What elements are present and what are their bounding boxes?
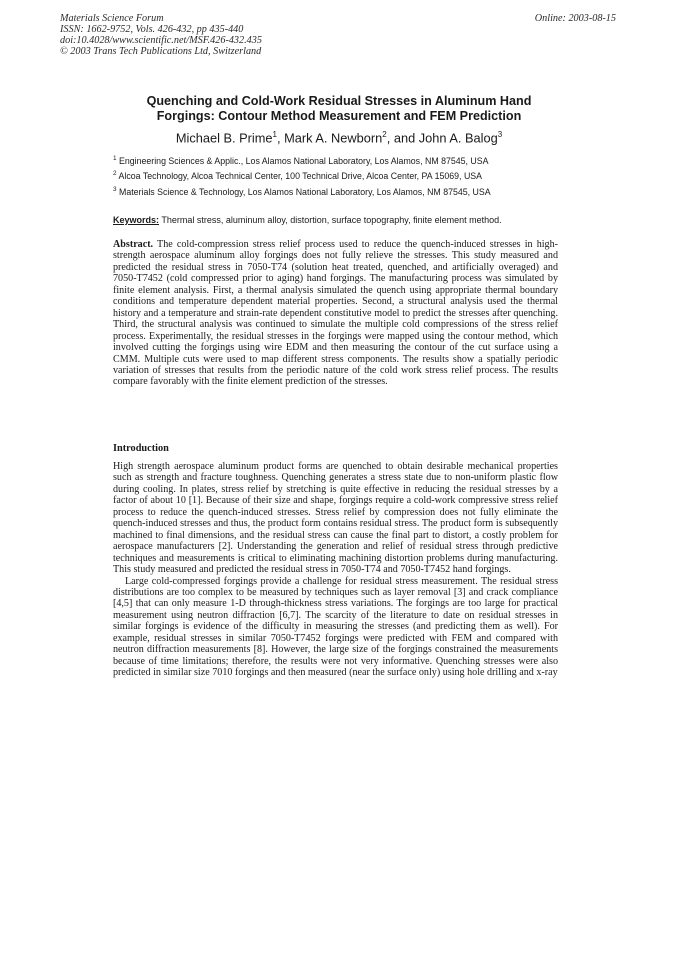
author-name: John A. Balog <box>418 130 498 146</box>
copyright-line: © 2003 Trans Tech Publications Ltd, Switzerland <box>60 46 262 57</box>
abstract <box>113 239 558 388</box>
paper-title <box>113 94 565 124</box>
affiliation <box>113 155 583 166</box>
author-name: Michael B. Prime <box>175 130 273 146</box>
author-name: Mark A. Newborn <box>284 130 383 146</box>
journal-name: Materials Science Forum <box>60 13 164 24</box>
author-affil-mark: 2 <box>382 130 387 139</box>
title-line-2: Forgings: Contour Method Measurement and FEM Prediction <box>156 109 522 123</box>
affiliation <box>113 186 583 197</box>
abstract-label: Abstract. <box>113 239 154 250</box>
affiliation-mark: 2 <box>113 170 117 177</box>
online-date: Online: 2003-08-15 <box>534 13 616 24</box>
abstract-text: The cold-compression stress relief process used to reduce the quench-induced stresses in high-strength aerospace aluminum alloy forgings does not fully relieve the stresses. This study measured and predicted the residual stress in 7050-T74 (solution heat treated, quenched, and artificially overaged) and 7050-T7452 (cold compressed prior to aging) hand forgings. The manufacturing process was simulated by finite element analysis. First, a thermal analysis simulated the quench using appropriate thermal boundary conditions and temperature dependent material properties. Second, a structural analysis used the thermal history and a temperature and strain-rate dependent constitutive model to predict the stresses after quenching. Third, the structural analysis was continued to simulate the multiple cold compressions of the stress relief process. Experimentally, the residual stresses in the forgings were mapped using the contour method, which involved cutting the forgings using wire EDM and then measuring the contour of the cut surface using a CMM. Multiple cuts were used to map different stress components. The results show a spatially periodic variation of stresses that results from the periodic nature of the cold work stress relief process. The results compare favorably with the finite element prediction of the stresses. <box>113 239 559 388</box>
affiliation-mark: 1 <box>113 155 117 162</box>
affiliation-text: Alcoa Technology, Alcoa Technical Center, 100 Technical Drive, Alcoa Center, PA 15069, USA <box>118 170 483 181</box>
section-heading-introduction: Introduction <box>113 443 169 454</box>
affiliation-text: Materials Science & Technology, Los Alamos National Laboratory, Los Alamos, NM 87545, USA <box>119 186 491 197</box>
affiliation-text: Engineering Sciences & Applic., Los Alamos National Laboratory, Los Alamos, NM 87545, USA <box>119 155 489 166</box>
author-affil-mark: 3 <box>497 130 503 139</box>
affiliation <box>113 170 583 181</box>
keywords-text: Thermal stress, aluminum alloy, distortion, surface topography, finite element method. <box>161 215 502 225</box>
intro-paragraph-1: High strength aerospace aluminum product forms are quenched to obtain desirable mechanical properties such as strength and fracture toughness. Quenching generates a stress state due to non-uniform plastic flow during cooling. In plates, stress relief by stretching is quite effective in reducing the residual stresses by a factor of about 10 [1]. Because of their size and shape, forgings require a cold-work compressive stress relief process to reduce the quench-induced stresses. Stress relief by compression does not fully eliminate the quench-induced stresses and thus, the product form contains residual stress. The product form is subsequently machined to final dimensions, and the residual stress can cause the final part to distort, a costly problem for aerospace manufacturers [2]. Understanding the generation and relief of residual stress through predictive techniques and measurements is critical to eliminating machining distortion problems during manufacturing. This study measured and predicted the residual stress in 7050-T74 and 7050-T7452 hand forgings. <box>113 461 558 576</box>
intro-paragraph-2: Large cold-compressed forgings provide a challenge for residual stress measurement. The residual stress distributions are too complex to be measured by techniques such as layer removal [3] and crack compliance [4,5] that can only measure 1-D through-thickness stress variations. The forgings are too large for practical measurement using neutron diffraction [6,7]. The scarcity of the literature to date on residual stresses in similar forgings is evidence of the difficulty in measuring the stresses (and predicting them as well). For example, residual stresses in similar 7050-T7452 forgings were predicted with FEM and compared with neutron diffraction measurements [8]. However, the large size of the forgings constrained the measurements because of time limitations; therefore, the results were not very informative. Quenching stresses were also predicted in similar size 7010 forgings and then measured (near the surface only) using hole drilling and x-ray <box>113 575 558 679</box>
author-affil-mark: 1 <box>272 130 277 139</box>
author-list: Michael B. Prime$^1$, Mark A. Newborn$^2$, and John A. Balog$^3$ <box>175 130 503 146</box>
title-line-1: Quenching and Cold-Work Residual Stresses in Aluminum Hand <box>146 94 532 108</box>
introduction-body <box>113 461 558 679</box>
keywords-label: Keywords: <box>113 215 160 225</box>
affiliation-mark: 3 <box>113 186 117 193</box>
keywords <box>113 215 583 225</box>
doi-line[interactable]: doi:10.4028/www.scientific.net/MSF.426-432.435 <box>60 35 262 46</box>
issn-line: ISSN: 1662-9752, Vols. 426-432, pp 435-440 <box>60 24 244 35</box>
